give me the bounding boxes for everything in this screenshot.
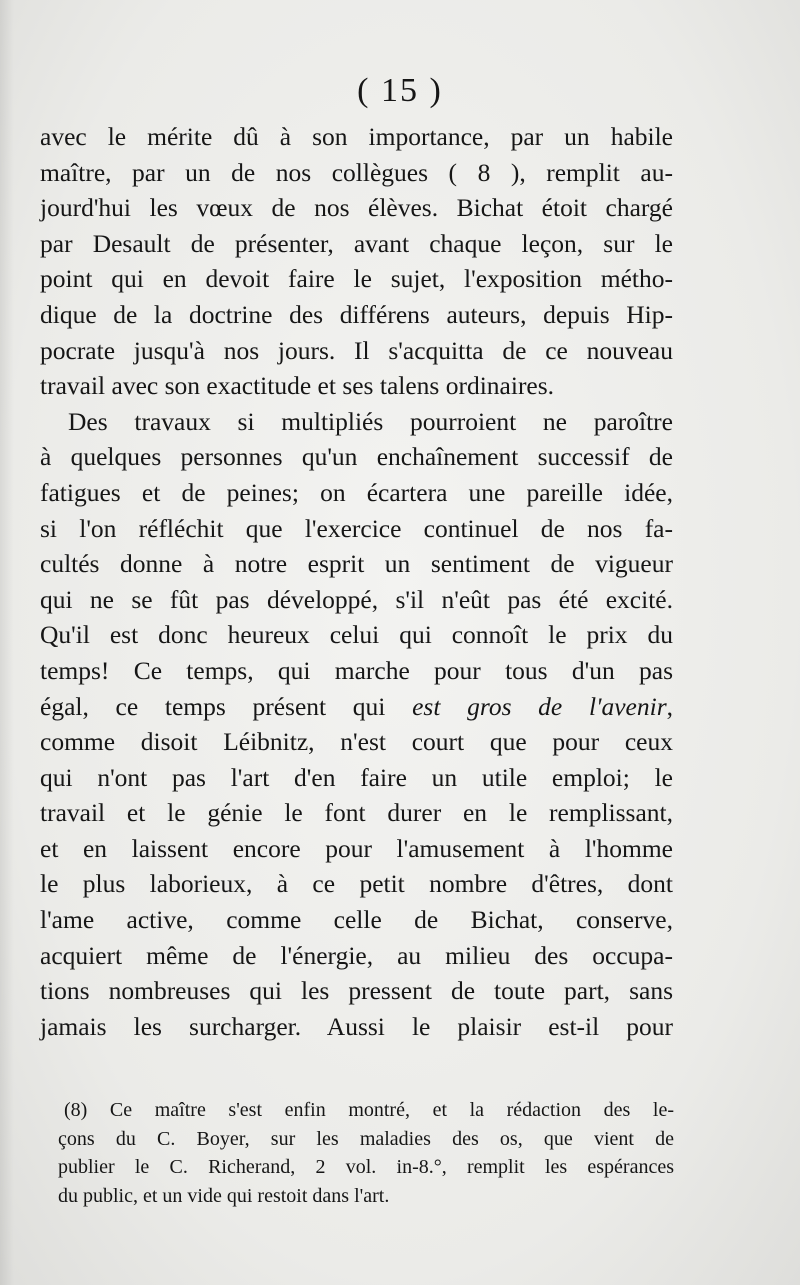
footnote-line: publier le C. Richerand, 2 vol. in-8.°, remplit les espérances (58, 1156, 674, 1178)
page-edge-shadow (0, 0, 14, 1285)
text-line: qui ne se fût pas développé, s'il n'eût pas été excité. (40, 584, 673, 614)
text-line: fatigues et de peines; on écartera une pareille idée, (40, 477, 673, 507)
text-line: jourd'hui les vœux de nos élèves. Bichat étoit chargé (40, 193, 673, 223)
text-line: maître, par un de nos collègues ( 8 ), remplit au- (40, 157, 673, 187)
text-line: jamais les surcharger. Aussi le plaisir est-il pour (40, 1011, 673, 1041)
text-segment: , (666, 691, 673, 721)
page-number: ( 15 ) (357, 72, 443, 109)
text-line: par Desault de présenter, avant chaque leçon, sur le (40, 228, 673, 258)
text-line: tions nombreuses qui les pressent de toute part, sans (40, 976, 673, 1006)
text-line: qui n'ont pas l'art d'en faire un utile emploi; le (40, 762, 673, 792)
body-text (40, 119, 673, 1044)
text-line: le plus laborieux, à ce petit nombre d'êtres, dont (40, 869, 673, 899)
text-line: comme disoit Léibnitz, n'est court que pour ceux (40, 727, 673, 757)
text-line: travail et le génie le font durer en le remplissant, (40, 798, 673, 828)
text-line: temps! Ce temps, qui marche pour tous d'un pas (40, 655, 673, 685)
text-line: travail avec son exactitude et ses talens ordinaires. (40, 371, 555, 401)
text-line-mixed (40, 689, 673, 725)
text-line: point qui en devoit faire le sujet, l'exposition métho- (40, 264, 673, 294)
footnote (58, 1096, 674, 1210)
text-line: l'ame active, comme celle de Bichat, conserve, (40, 905, 673, 935)
footnote-line: çons du C. Boyer, sur les maladies des os, que vient de (58, 1127, 674, 1150)
text-line: et en laissent encore pour l'amusement à l'homme (40, 833, 673, 863)
italic-quote: est gros de l'avenir (412, 691, 667, 721)
text-line: dique de la doctrine des différens auteurs, depuis Hip- (40, 299, 673, 329)
footnote-line: du public, et un vide qui restoit dans l'art. (58, 1184, 390, 1207)
text-line: à quelques personnes qu'un enchaînement successif de (40, 442, 673, 472)
text-line: Qu'il est donc heureux celui qui connoît le prix du (40, 620, 673, 650)
footnote-line: (8) Ce maître s'est enfin montré, et la rédaction des le- (64, 1099, 674, 1121)
text-segment: égal, ce temps présent qui (40, 691, 386, 721)
text-line: avec le mérite dû à son importance, par un habile (40, 122, 673, 151)
text-line: acquiert même de l'énergie, au milieu des occupa- (40, 940, 673, 970)
text-line: pocrate jusqu'à nos jours. Il s'acquitta de ce nouveau (40, 335, 673, 365)
text-line: cultés donne à notre esprit un sentiment de vigueur (40, 549, 673, 579)
text-line: si l'on réfléchit que l'exercice continuel de nos fa- (40, 513, 673, 543)
text-line: Des travaux si multipliés pourroient ne paroître (68, 406, 673, 436)
